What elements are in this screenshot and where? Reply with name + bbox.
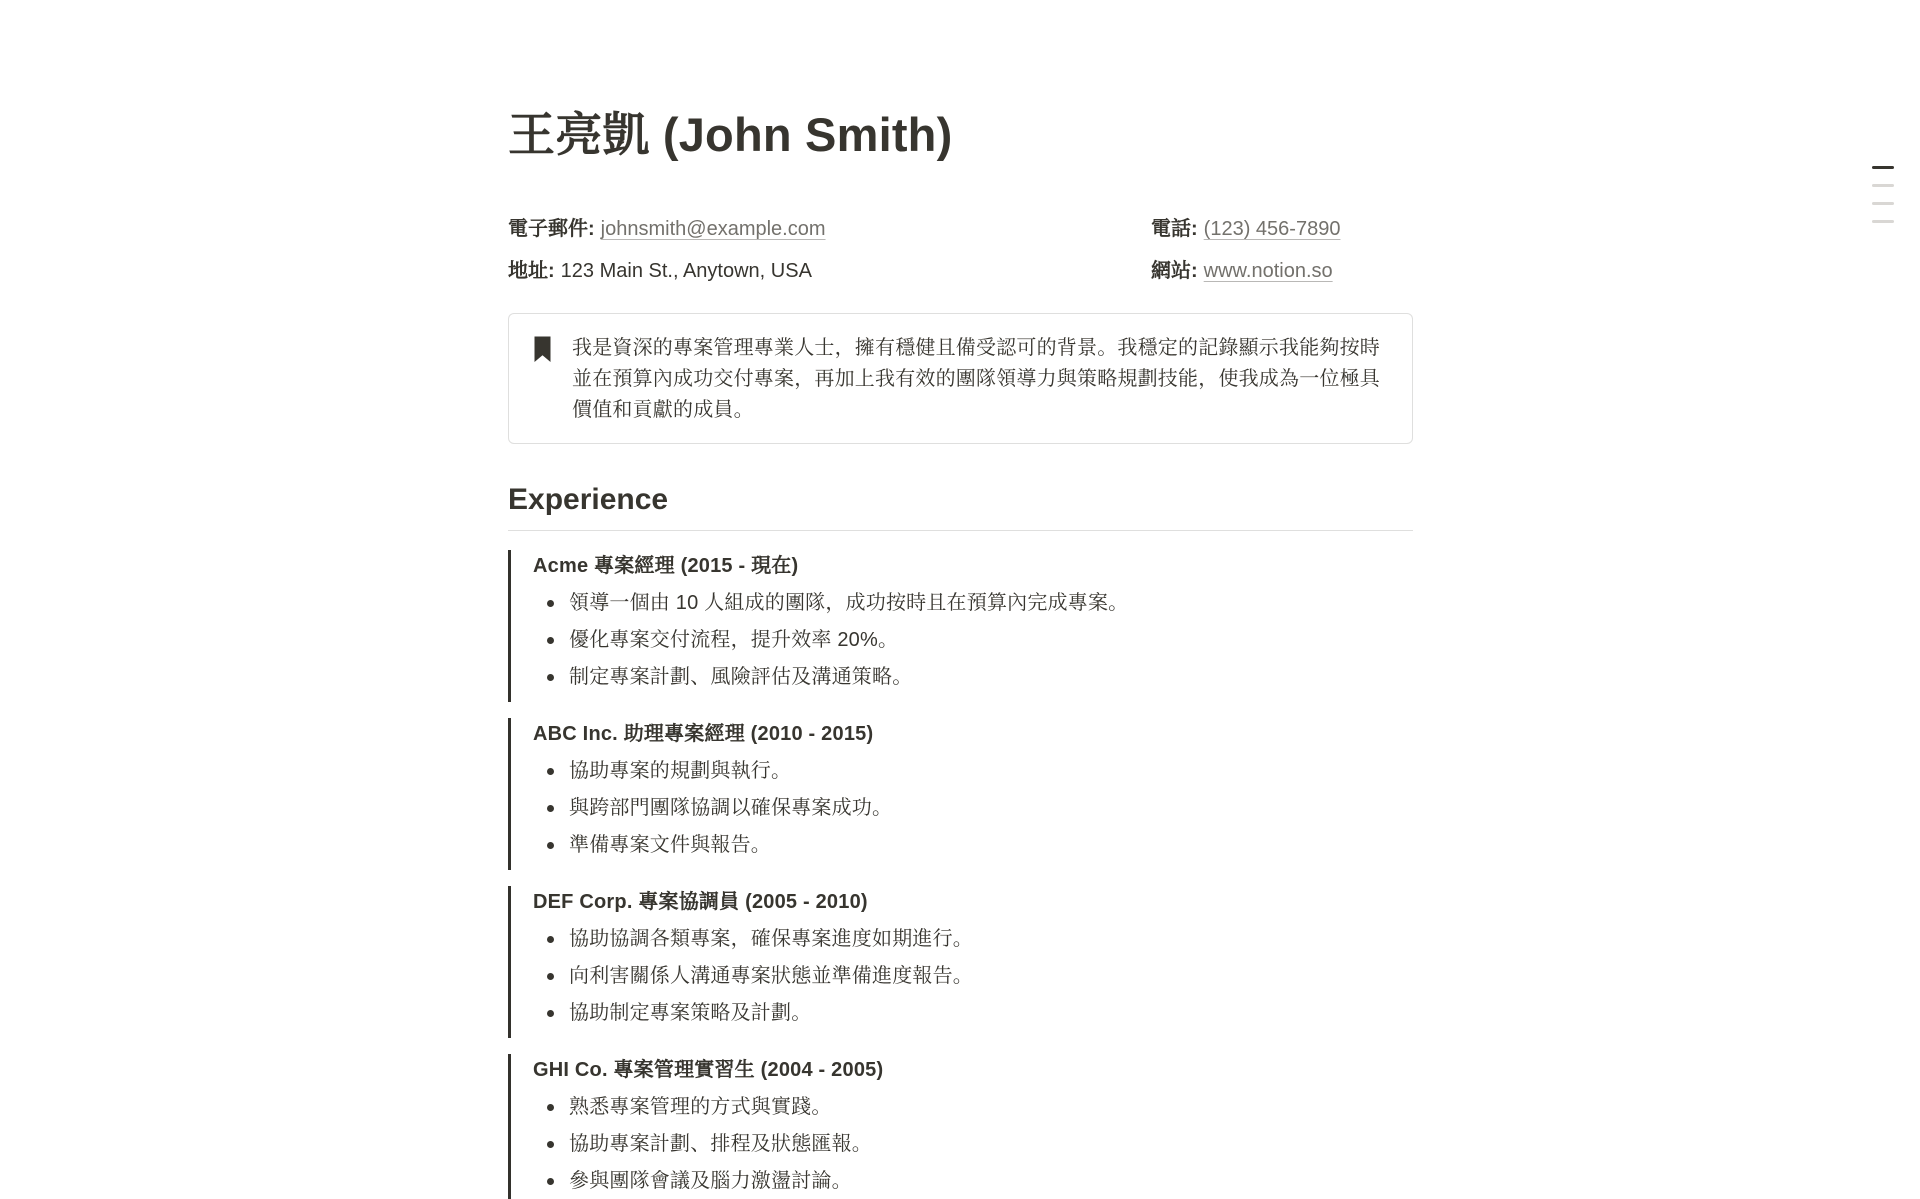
contact-address-row bbox=[508, 256, 1151, 287]
outline-item[interactable] bbox=[1872, 184, 1894, 187]
page-outline[interactable] bbox=[1872, 166, 1894, 238]
contact-website-row bbox=[1151, 256, 1413, 287]
job-bullet: 制定專案計劃、風險評估及溝通策略。 bbox=[533, 662, 1413, 693]
contact-section bbox=[508, 214, 1413, 287]
job-bullet: 協助制定專案策略及計劃。 bbox=[533, 998, 1413, 1029]
summary-callout bbox=[508, 313, 1413, 444]
job-bullet: 協助協調各類專案，確保專案進度如期進行。 bbox=[533, 924, 1413, 955]
outline-item[interactable] bbox=[1872, 220, 1894, 223]
job-bullet-list bbox=[533, 756, 1413, 861]
email-label: 電子郵件: bbox=[508, 218, 595, 240]
job-bullet: 向利害關係人溝通專案狀態並準備進度報告。 bbox=[533, 961, 1413, 992]
experience-heading: Experience bbox=[508, 483, 669, 516]
outline-item[interactable] bbox=[1872, 202, 1894, 205]
job-bullet: 參與團隊會議及腦力激盪討論。 bbox=[533, 1166, 1413, 1197]
job-title: GHI Co. 專案管理實習生 (2004 - 2005) bbox=[533, 1059, 884, 1081]
website-label: 網站: bbox=[1151, 260, 1198, 282]
outline-item[interactable] bbox=[1872, 166, 1894, 169]
page-title: 王亮凱 (John Smith) bbox=[508, 108, 953, 161]
job-bullet: 熟悉專案管理的方式與實踐。 bbox=[533, 1092, 1413, 1123]
document-page bbox=[508, 0, 1413, 1199]
job-bullet: 協助專案的規劃與執行。 bbox=[533, 756, 1413, 787]
contact-email-row bbox=[508, 214, 1151, 245]
experience-section bbox=[508, 550, 1413, 1199]
job-block-def bbox=[508, 886, 1413, 1038]
job-bullet: 準備專案文件與報告。 bbox=[533, 830, 1413, 861]
job-title: Acme 專案經理 (2015 - 現在) bbox=[533, 555, 799, 577]
job-bullet-list bbox=[533, 1092, 1413, 1197]
job-bullet: 與跨部門團隊協調以確保專案成功。 bbox=[533, 793, 1413, 824]
job-bullet: 協助專案計劃、排程及狀態匯報。 bbox=[533, 1129, 1413, 1160]
job-bullet-list bbox=[533, 924, 1413, 1029]
phone-label: 電話: bbox=[1151, 218, 1198, 240]
section-divider bbox=[508, 530, 1413, 531]
summary-text: 我是資深的專案管理專業人士，擁有穩健且備受認可的背景。我穩定的記錄顯示我能夠按時並在預算內成功交付專案，再加上我有效的團隊領導力與策略規劃技能，使我成為一位極具價值和貢獻的成員。 bbox=[572, 337, 1380, 421]
job-block-abc bbox=[508, 718, 1413, 870]
phone-link[interactable]: (123) 456-7890 bbox=[1203, 218, 1341, 240]
bookmark-icon bbox=[533, 333, 552, 368]
job-block-acme bbox=[508, 550, 1413, 702]
website-link[interactable]: www.notion.so bbox=[1203, 260, 1333, 282]
contact-phone-row bbox=[1151, 214, 1413, 245]
job-title: DEF Corp. 專案協調員 (2005 - 2010) bbox=[533, 891, 868, 913]
job-title: ABC Inc. 助理專案經理 (2010 - 2015) bbox=[533, 723, 874, 745]
job-bullet: 優化專案交付流程，提升效率 20%。 bbox=[533, 625, 1413, 656]
job-block-ghi bbox=[508, 1054, 1413, 1199]
job-bullet: 領導一個由 10 人組成的團隊，成功按時且在預算內完成專案。 bbox=[533, 588, 1413, 619]
job-bullet-list bbox=[533, 588, 1413, 693]
address-value: 123 Main St., Anytown, USA bbox=[560, 260, 812, 282]
address-label: 地址: bbox=[508, 260, 555, 282]
email-link[interactable]: johnsmith@example.com bbox=[600, 218, 826, 240]
